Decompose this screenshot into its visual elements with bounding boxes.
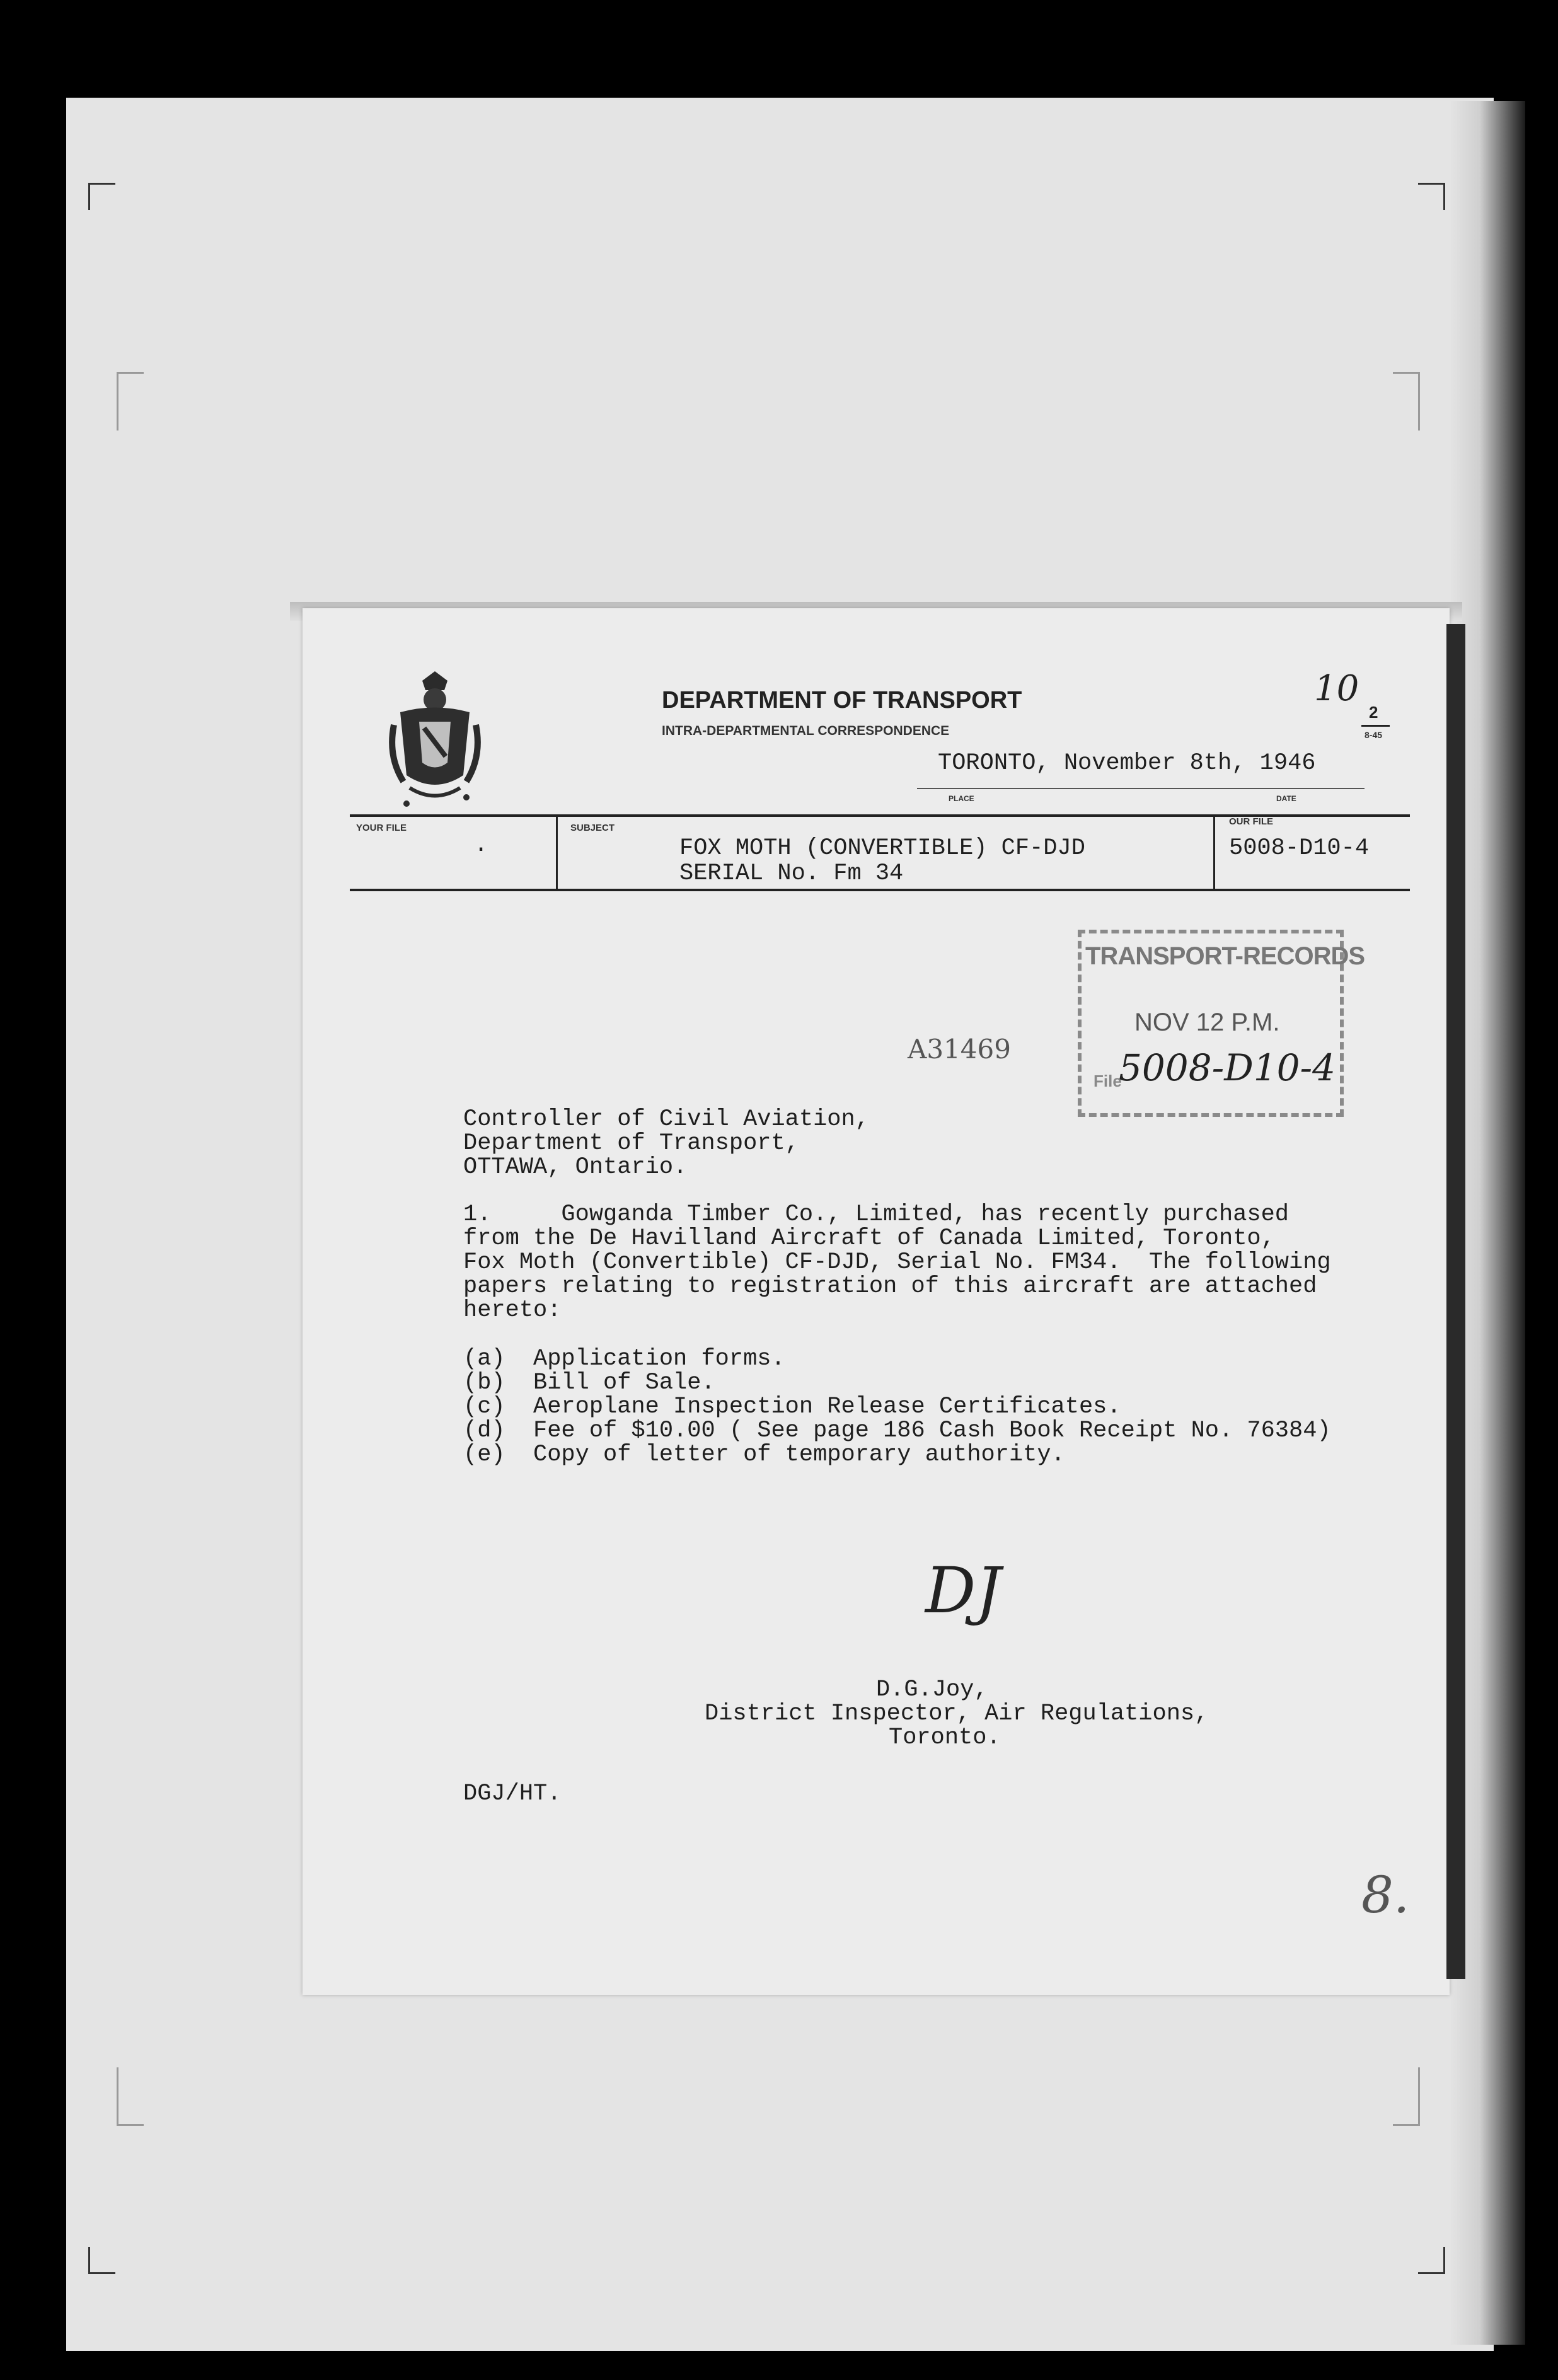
form-number: 2	[1369, 703, 1378, 722]
file-block-divider-1	[556, 814, 558, 890]
stamp-title: TRANSPORT-RECORDS	[1085, 942, 1365, 970]
place-label: PLACE	[949, 794, 974, 803]
department-heading: DEPARTMENT OF TRANSPORT	[662, 687, 1022, 713]
body-line-3: Fox Moth (Convertible) CF-DJD, Serial No. FM34. The following	[463, 1249, 1331, 1276]
file-block-bottom-rule	[350, 889, 1410, 891]
crop-mark-upper-left	[117, 372, 144, 430]
subject-line-2: SERIAL No. Fm 34	[679, 860, 904, 887]
crop-mark-bottom-left	[88, 2247, 115, 2274]
body-line-1: 1. Gowganda Timber Co., Limited, has recently purchased	[463, 1201, 1290, 1228]
reference-number: A31469	[908, 1034, 1011, 1065]
your-file-label: YOUR FILE	[356, 823, 407, 833]
stamp-file-label: File	[1093, 1072, 1122, 1090]
signature-name: D.G.Joy,	[876, 1677, 988, 1703]
our-file-label: OUR FILE	[1229, 816, 1273, 827]
attachment-e: (e) Copy of letter of temporary authority.	[463, 1441, 1065, 1468]
your-file-value: .	[474, 832, 488, 858]
address-line-3: OTTAWA, Ontario.	[463, 1154, 688, 1181]
crop-mark-bottom-right	[1418, 2247, 1445, 2274]
crop-mark-top-right	[1418, 183, 1445, 210]
attachment-c: (c) Aeroplane Inspection Release Certificates.	[463, 1394, 1121, 1420]
subject-label: SUBJECT	[570, 823, 615, 833]
correspondence-subtitle: INTRA-DEPARTMENTAL CORRESPONDENCE	[662, 724, 950, 738]
stamp-date: NOV 12 P.M.	[1134, 1008, 1280, 1036]
signature-location: Toronto.	[889, 1724, 1001, 1751]
crop-mark-lower-left	[117, 2067, 144, 2126]
attachment-b: (b) Bill of Sale.	[463, 1370, 715, 1396]
attachment-d: (d) Fee of $10.00 ( See page 186 Cash Book Receipt No. 76384)	[463, 1418, 1331, 1444]
signature-title: District Inspector, Air Regulations,	[705, 1701, 1209, 1727]
form-number-rule	[1361, 725, 1390, 727]
crop-mark-lower-right	[1393, 2067, 1420, 2126]
address-line-1: Controller of Civil Aviation,	[463, 1106, 869, 1133]
address-line-2: Department of Transport,	[463, 1130, 799, 1157]
letter-right-edge	[1446, 624, 1465, 1979]
body-line-2: from the De Havilland Aircraft of Canada Limited, Toronto,	[463, 1225, 1275, 1252]
file-block-divider-2	[1213, 814, 1215, 890]
date-label: DATE	[1276, 794, 1296, 803]
attachment-a: (a) Application forms.	[463, 1346, 785, 1372]
crop-mark-upper-right	[1393, 372, 1420, 430]
our-file-value: 5008-D10-4	[1229, 835, 1370, 862]
handwritten-page-number: 10	[1314, 668, 1359, 709]
form-code: 8-45	[1365, 730, 1383, 740]
place-date: TORONTO, November 8th, 1946	[938, 750, 1316, 777]
place-date-rule	[917, 788, 1365, 789]
body-line-5: hereto:	[463, 1297, 562, 1324]
stamp-file-handwritten: 5008-D10-4	[1119, 1046, 1336, 1089]
reference-initials: DGJ/HT.	[463, 1781, 562, 1807]
handwritten-initials: DJ	[925, 1554, 1001, 1627]
margin-mark: 8.	[1361, 1866, 1410, 1924]
body-line-4: papers relating to registration of this aircraft are attached	[463, 1273, 1317, 1300]
subject-line-1: FOX MOTH (CONVERTIBLE) CF-DJD	[679, 835, 1085, 862]
coat-of-arms-icon	[388, 668, 482, 819]
crop-mark-top-left	[88, 183, 115, 210]
